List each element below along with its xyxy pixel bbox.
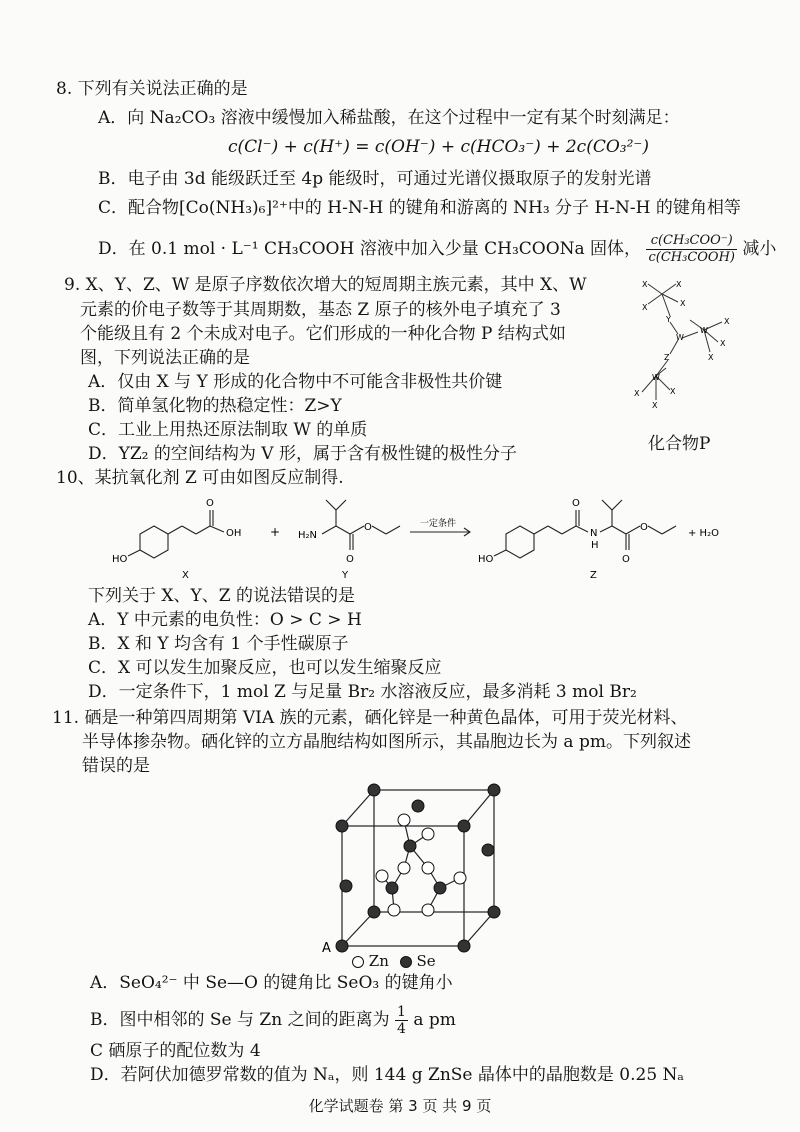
label-z: Z — [590, 570, 597, 581]
se-legend-icon — [400, 956, 412, 968]
page-footer: 化学试题卷 第 3 页 共 9 页 — [308, 1097, 492, 1115]
q8-option-d-tail: 减小 — [742, 239, 777, 259]
q10-option-b: B．X 和 Y 均含有 1 个手性碳原子 — [88, 634, 349, 654]
x-o-label: O — [206, 498, 214, 509]
atom-z-1: Z — [664, 353, 670, 362]
q11-stem-line1: 11. 硒是一种第四周期第 VIA 族的元素，硒化锌是一种黄色晶体，可用于荧光材料、 — [52, 708, 688, 728]
y-ester-o-label: O — [364, 522, 372, 533]
q11-option-b-text: B．图中相邻的 Se 与 Zn 之间的距离为 — [90, 1010, 390, 1030]
q10-reaction-scheme — [110, 492, 750, 582]
plus-sign: + — [270, 525, 281, 539]
q10-option-c: C．X 可以发生加聚反应，也可以发生缩聚反应 — [88, 658, 442, 678]
q8-option-d-fraction — [646, 233, 737, 266]
label-x: X — [182, 570, 189, 581]
x-oh-label: OH — [226, 528, 242, 539]
atom-x-1: X — [642, 280, 648, 289]
q9-option-a: A．仅由 X 与 Y 形成的化合物中不可能含非极性共价键 — [88, 372, 503, 392]
q8-option-d-text: D．在 0.1 mol · L⁻¹ CH₃COOH 溶液中加入少量 CH₃COONa 固体， — [98, 239, 642, 259]
zn-legend-icon — [352, 956, 364, 968]
atom-x-3: X — [642, 303, 648, 312]
q10-option-a: A．Y 中元素的电负性：O > C > H — [88, 610, 362, 630]
q8-fraction-denominator: c(CH₃COOH) — [648, 250, 735, 265]
atom-x-7: X — [708, 353, 714, 362]
z-ho-label: HO — [478, 554, 494, 565]
znse-unit-cell — [310, 778, 510, 953]
z-o-label: O — [572, 498, 580, 509]
se-legend-label: Se — [416, 952, 436, 970]
z-ester-o-label: O — [640, 522, 648, 533]
atom-x-4: X — [680, 299, 686, 308]
q10-intro: 下列关于 X、Y、Z 的说法错误的是 — [88, 586, 355, 606]
q9-stem-line2: 元素的价电子数等于其周期数，基态 Z 原子的核外电子填充了 3 — [80, 300, 561, 320]
fraction-denominator: 4 — [396, 1021, 406, 1037]
y-h2n-label: H₂N — [298, 530, 318, 541]
q11-option-a: A．SeO₄²⁻ 中 Se—O 的键角比 SeO₃ 的键角小 — [90, 973, 453, 993]
q9-stem-line1: 9. X、Y、Z、W 是原子序数依次增大的短周期主族元素，其中 X、W — [64, 275, 587, 295]
atom-x-9: X — [670, 387, 676, 396]
reaction-condition: 一定条件 — [420, 519, 457, 529]
zn-legend-label: Zn — [368, 952, 389, 970]
q9-option-d: D．YZ₂ 的空间结构为 V 形，属于含有极性键的极性分子 — [88, 444, 517, 464]
atom-w-2: W — [700, 326, 708, 335]
atom-x-10: X — [652, 401, 658, 410]
water-label: + H₂O — [688, 528, 719, 539]
x-ho-label: HO — [112, 554, 128, 565]
q9-stem-line4: 图，下列说法正确的是 — [80, 348, 250, 368]
q8-option-a: A．向 Na₂CO₃ 溶液中缓慢加入稀盐酸，在这个过程中一定有某个时刻满足： — [98, 108, 680, 128]
q8-option-c: C．配合物[Co(NH₃)₆]²⁺中的 H-N-H 的键角和游离的 NH₃ 分子 H-N-H 的键角相等 — [98, 198, 741, 218]
q11-option-b-fraction — [395, 1004, 408, 1037]
q9-option-c: C．工业上用热还原法制取 W 的单质 — [88, 420, 368, 440]
z-h-label: H — [591, 540, 599, 551]
q11-option-b-tail: a pm — [413, 1010, 456, 1030]
corner-a-label: A — [322, 941, 331, 953]
atom-w-3: W — [652, 373, 660, 382]
unit-cell-legend — [352, 950, 436, 972]
q9-option-b: B．简单氢化物的热稳定性：Z>Y — [88, 396, 342, 416]
q11-stem-line3: 错误的是 — [82, 756, 150, 776]
q8-option-d — [98, 233, 776, 266]
q8-option-b: B．电子由 3d 能级跃迁至 4p 能级时，可通过光谱仪摄取原子的发射光谱 — [98, 169, 652, 189]
q10-stem: 10、某抗氧化剂 Z 可由如图反应制得. — [56, 468, 344, 488]
q8-stem: 8. 下列有关说法正确的是 — [56, 79, 248, 99]
atom-x-5: X — [724, 317, 730, 326]
atom-x-8: X — [634, 389, 640, 398]
z-n-label: N — [590, 528, 598, 539]
q11-option-c: C 硒原子的配位数为 4 — [90, 1041, 261, 1061]
q11-option-d: D．若阿伏加德罗常数的值为 Nₐ，则 144 g ZnSe 晶体中的晶胞数是 0.25 Nₐ — [90, 1065, 684, 1085]
label-y: Y — [342, 570, 349, 581]
q9-stem-line3: 个能级且有 2 个未成对电子。它们形成的一种化合物 P 结构式如 — [80, 324, 566, 344]
fraction-numerator: 1 — [396, 1004, 406, 1020]
q11-stem-line2: 半导体掺杂物。硒化锌的立方晶胞结构如图所示，其晶胞边长为 a pm。下列叙述 — [82, 732, 691, 752]
y-o-label: O — [346, 554, 354, 565]
q8-fraction-numerator: c(CH₃COO⁻) — [646, 233, 737, 250]
q10-option-d: D．一定条件下，1 mol Z 与足量 Br₂ 水溶液反应，最多消耗 3 mol Br₂ — [88, 682, 637, 702]
atom-x-2: X — [676, 280, 682, 289]
atom-x-6: X — [720, 339, 726, 348]
atom-w-1: W — [676, 333, 684, 342]
q11-option-b — [90, 1004, 456, 1037]
q8-option-a-equation: c(Cl⁻) + c(H⁺) = c(OH⁻) + c(HCO₃⁻) + 2c(CO₃²⁻) — [228, 137, 650, 157]
atom-y-1: Y — [666, 315, 671, 324]
compound-p-caption: 化合物P — [648, 434, 711, 454]
compound-p-structure — [620, 272, 740, 422]
z-o2-label: O — [622, 554, 630, 565]
